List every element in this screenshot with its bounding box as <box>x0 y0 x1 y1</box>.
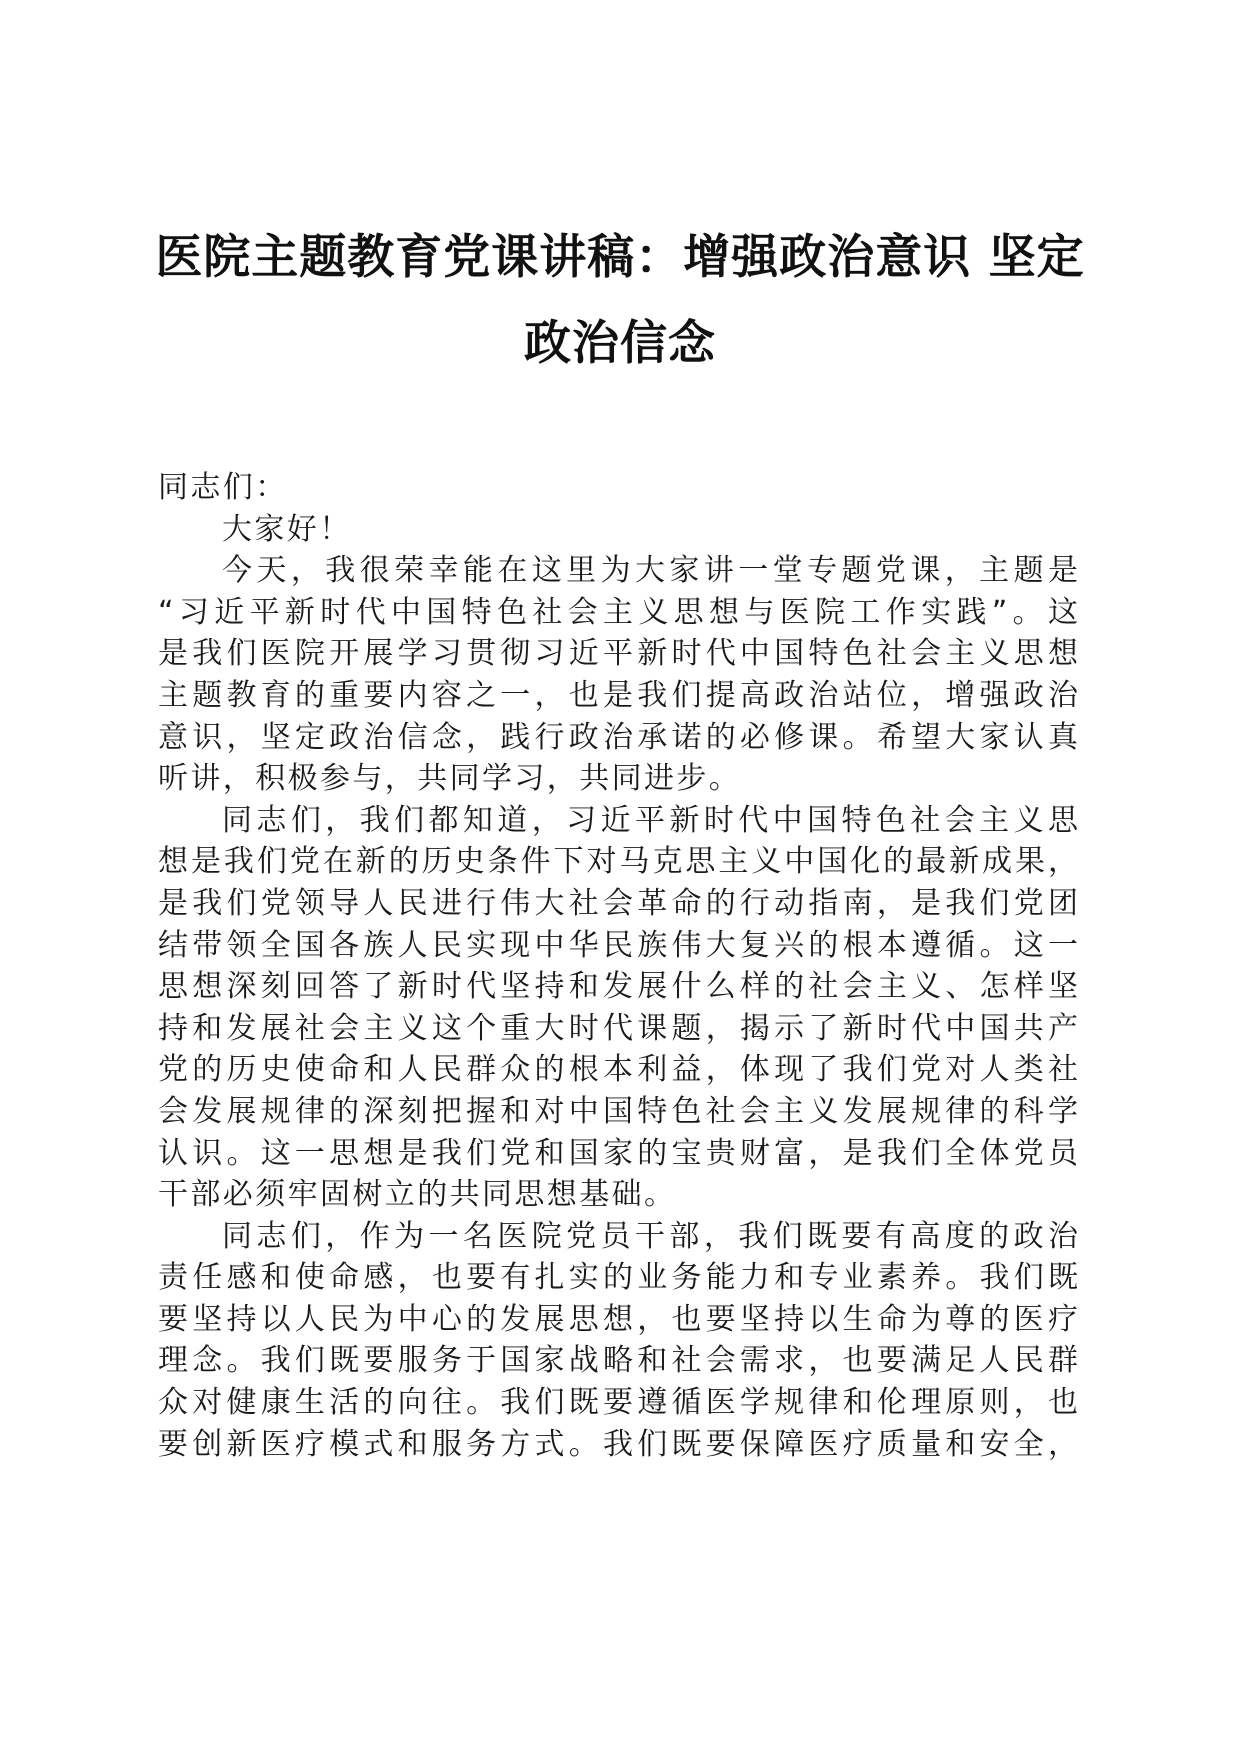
paragraph-3-line: 要坚持以人民为中心的发展思想，也要坚持以生命为尊的医疗 <box>158 1301 1078 1337</box>
paragraph-3-line: 理念。我们既要服务于国家战略和社会需求，也要满足人民群 <box>158 1343 1078 1379</box>
document-body <box>158 467 1078 1465</box>
salutation: 同志们： <box>158 470 288 505</box>
paragraph-3-line: 同志们，作为一名医院党员干部，我们既要有高度的政治 <box>222 1218 1078 1254</box>
paragraph-1-line: “习近平新时代中国特色社会主义思想与医院工作实践”。这 <box>158 594 1078 630</box>
paragraph-2-line: 结带领全国各族人民实现中华民族伟大复兴的根本遵循。这一 <box>158 927 1078 963</box>
paragraph-2-line: 认识。这一思想是我们党和国家的宝贵财富，是我们全体党员 <box>158 1135 1078 1171</box>
paragraph-1-line: 是我们医院开展学习贯彻习近平新时代中国特色社会主义思想 <box>158 636 1078 672</box>
paragraph-2-line: 干部必须牢固树立的共同思想基础。 <box>158 1177 677 1213</box>
paragraph-2-line: 想是我们党在新的历史条件下对马克思主义中国化的最新成果， <box>158 844 1078 880</box>
paragraph-2-line: 会发展规律的深刻把握和对中国特色社会主义发展规律的科学 <box>158 1093 1078 1129</box>
paragraph-2-line: 是我们党领导人民进行伟大社会革命的行动指南，是我们党团 <box>158 885 1078 921</box>
paragraph-1-line: 今天，我很荣幸能在这里为大家讲一堂专题党课，主题是 <box>222 553 1078 589</box>
paragraph-2-line: 党的历史使命和人民群众的根本利益，体现了我们党对人类社 <box>158 1052 1078 1088</box>
paragraph-3-line: 要创新医疗模式和服务方式。我们既要保障医疗质量和安全， <box>158 1426 1078 1462</box>
paragraph-3-line: 责任感和使命感，也要有扎实的业务能力和专业素养。我们既 <box>158 1260 1078 1296</box>
paragraph-3-line: 众对健康生活的向往。我们既要遵循医学规律和伦理原则，也 <box>158 1385 1078 1421</box>
greeting: 大家好！ <box>222 511 352 547</box>
paragraph-1-line: 意识，坚定政治信念，践行政治承诺的必修课。希望大家认真 <box>158 719 1078 755</box>
paragraph-2-line: 思想深刻回答了新时代坚持和发展什么样的社会主义、怎样坚 <box>158 969 1078 1005</box>
title-line: 政治信念 <box>524 316 716 371</box>
document-title <box>150 215 1090 387</box>
title-line: 医院主题教育党课讲稿：增强政治意识 坚定 <box>155 230 1085 285</box>
paragraph-2-line: 持和发展社会主义这个重大时代课题，揭示了新时代中国共产 <box>158 1010 1078 1046</box>
paragraph-1-line: 主题教育的重要内容之一，也是我们提高政治站位，增强政治 <box>158 677 1078 713</box>
paragraph-1-line: 听讲，积极参与，共同学习，共同进步。 <box>158 761 742 797</box>
paragraph-2-line: 同志们，我们都知道，习近平新时代中国特色社会主义思 <box>222 802 1078 838</box>
